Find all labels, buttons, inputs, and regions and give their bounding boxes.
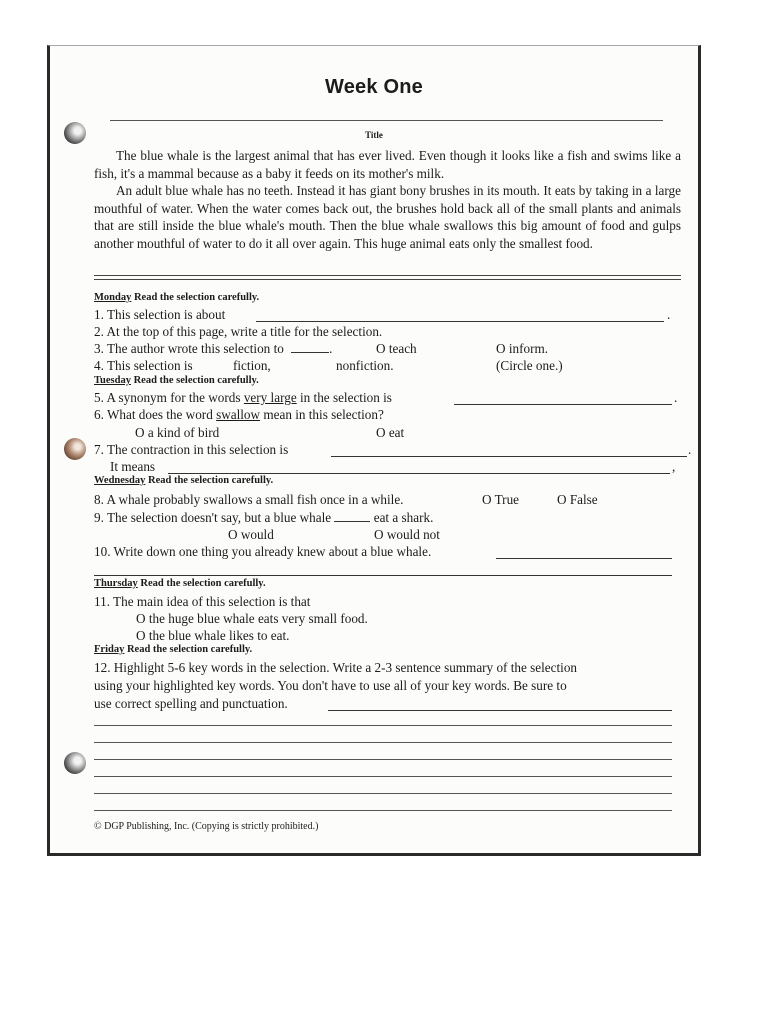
passage-paragraph: An adult blue whale has no teeth. Instead it has giant bony brushes in its mouth. It eats by taking in a large mouthful of water. When the water comes back out, the brushes hold back all of the small plants and animals that are still inside the blue whale's mouth. Then the blue whale swallows this big amount of food and gulps another mouthful of water to do it all over again. This huge animal eats only the smallest food. <box>94 183 681 251</box>
question-3: 3. The author wrote this selection to . <box>94 341 333 356</box>
wednesday-header <box>94 475 273 486</box>
answer-line[interactable] <box>168 473 670 474</box>
summary-line[interactable] <box>94 776 672 777</box>
binder-hole-middle-icon <box>64 438 86 460</box>
question-6 <box>94 406 384 423</box>
question-end-period: . <box>688 442 692 457</box>
option-would[interactable]: O would <box>228 527 274 542</box>
option-eat[interactable]: O eat <box>376 425 405 440</box>
option-kind-of-bird[interactable]: O a kind of bird <box>135 425 220 440</box>
option-inform[interactable]: O inform. <box>496 341 549 356</box>
circle-one-note: (Circle one.) <box>496 358 563 373</box>
answer-line[interactable] <box>331 456 687 457</box>
summary-line[interactable] <box>94 742 672 743</box>
title-label: Title <box>365 130 383 140</box>
option-nonfiction[interactable]: nonfiction. <box>336 358 394 373</box>
answer-blank[interactable] <box>291 340 329 353</box>
option-teach[interactable]: O teach <box>376 341 417 356</box>
day-instruction: Read the selection carefully. <box>126 644 253 655</box>
option-false[interactable]: O False <box>557 492 598 507</box>
tuesday-header <box>94 375 259 386</box>
thursday-header <box>94 578 266 589</box>
binder-hole-bottom-icon <box>64 752 86 774</box>
question-9 <box>94 509 433 526</box>
summary-line[interactable] <box>94 725 672 726</box>
question-5 <box>94 389 392 406</box>
day-label: Friday <box>94 644 125 655</box>
question-1 <box>94 306 225 323</box>
day-label: Monday <box>94 292 132 303</box>
question-text: mean in this selection? <box>260 407 384 422</box>
summary-line[interactable] <box>94 759 672 760</box>
option-true[interactable]: O True <box>482 492 520 507</box>
answer-blank[interactable] <box>334 509 370 522</box>
question-10: 10. Write down one thing you already knew about a blue whale. <box>94 544 432 559</box>
question-text: 6. What does the word <box>94 407 217 422</box>
question-end-comma: , <box>672 459 676 474</box>
question-text: 3. The author wrote this selection to <box>94 341 284 356</box>
answer-line[interactable] <box>454 404 672 405</box>
question-end-period: . <box>667 307 671 322</box>
monday-header <box>94 292 259 303</box>
day-label: Tuesday <box>94 375 131 386</box>
answer-line[interactable] <box>496 558 672 559</box>
copyright-footer: © DGP Publishing, Inc. (Copying is strictly prohibited.) <box>94 821 319 832</box>
passage-paragraph: The blue whale is the largest animal that has ever lived. Even though it looks like a fish and swims like a fish, it's a mammal because as a baby it feeds on its mother's milk. <box>94 148 681 181</box>
day-instruction: Read the selection carefully. <box>140 578 266 589</box>
friday-header <box>94 644 252 655</box>
underlined-term: swallow <box>216 407 261 422</box>
page-title: Week One <box>325 76 423 98</box>
question-text: 1. This selection is about <box>94 307 226 322</box>
passage <box>94 147 681 253</box>
question-11: 11. The main idea of this selection is that <box>94 594 311 609</box>
question-text: 5. A synonym for the words <box>94 390 244 405</box>
question-text: eat a shark. <box>373 510 434 525</box>
section-divider <box>94 279 681 280</box>
day-instruction: Read the selection carefully. <box>133 375 259 386</box>
question-12-line-3: use correct spelling and punctuation. <box>94 696 288 711</box>
answer-line[interactable] <box>256 321 664 322</box>
summary-line[interactable] <box>94 810 672 811</box>
question-text: 9. The selection doesn't say, but a blue whale <box>94 510 332 525</box>
answer-line[interactable] <box>328 710 672 711</box>
worksheet-page <box>47 45 701 856</box>
summary-line[interactable] <box>94 793 672 794</box>
question-8: 8. A whale probably swallows a small fish once in a while. <box>94 492 404 507</box>
question-7-meaning: It means <box>110 459 156 474</box>
question-end-period: . <box>674 390 678 405</box>
day-instruction: Read the selection carefully. <box>133 292 260 303</box>
day-label: Wednesday <box>94 475 146 486</box>
question-2: 2. At the top of this page, write a title for the selection. <box>94 324 383 339</box>
section-divider <box>94 275 681 276</box>
question-7: 7. The contraction in this selection is <box>94 442 289 457</box>
option-main-idea-1[interactable]: O the huge blue whale eats very small food. <box>136 611 368 626</box>
day-label: Thursday <box>94 578 138 589</box>
option-would-not[interactable]: O would not <box>374 527 440 542</box>
question-4: 4. This selection is <box>94 358 193 373</box>
underlined-term: very large <box>243 390 297 405</box>
option-fiction[interactable]: fiction, <box>233 358 271 373</box>
question-12-line-2: using your highlighted key words. You don't have to use all of your key words. Be sure to <box>94 678 567 693</box>
answer-line[interactable] <box>94 575 672 576</box>
day-instruction: Read the selection carefully. <box>147 475 274 486</box>
question-12-line-1: 12. Highlight 5-6 key words in the selection. Write a 2-3 sentence summary of the selection <box>94 660 578 675</box>
title-write-line[interactable] <box>110 120 663 121</box>
question-text: in the selection is <box>296 390 392 405</box>
option-main-idea-2[interactable]: O the blue whale likes to eat. <box>136 628 290 643</box>
